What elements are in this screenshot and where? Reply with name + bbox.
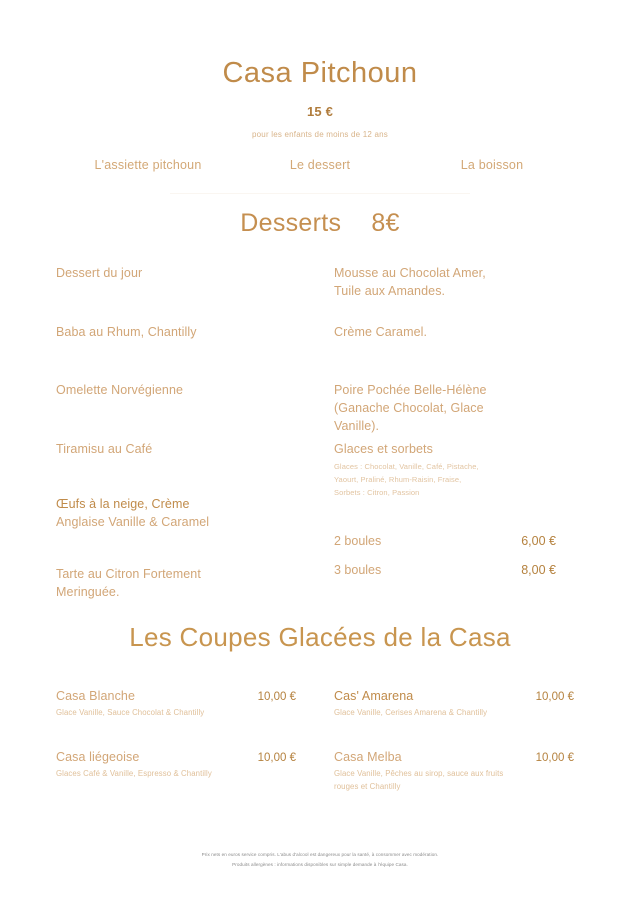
coupe-item — [56, 689, 296, 720]
dessert-item: Mousse au Chocolat Amer, Tuile aux Amandes. — [334, 265, 486, 299]
boules-row — [334, 534, 556, 548]
coupe-price: 10,00 € — [535, 752, 574, 764]
desserts-heading-label: Desserts — [240, 208, 342, 237]
dessert-item: Dessert du jour — [56, 265, 143, 280]
flavors-line: Yaourt, Praliné, Rhum-Raisin, Fraise, — [334, 474, 462, 484]
coupe-description: Glaces Café & Vanille, Espresso & Chantilly — [56, 769, 212, 778]
dessert-item: Tiramisu au Café — [56, 441, 153, 456]
footer-line-2: Produits allergènes : informations disponibles sur simple demande à l'équipe Casa. — [232, 861, 408, 867]
coupe-price: 10,00 € — [257, 691, 296, 703]
boules-price: 6,00 € — [521, 533, 556, 548]
coupe-price: 10,00 € — [257, 752, 296, 764]
dessert-item-sub: Anglaise Vanille & Caramel — [56, 515, 210, 530]
coupes-grid — [0, 689, 640, 819]
desserts-section — [0, 264, 640, 604]
dessert-item: Glaces et sorbets — [334, 441, 433, 456]
coupe-head — [56, 750, 296, 764]
desserts-heading — [0, 209, 640, 238]
formula-item-dessert: Le dessert — [289, 157, 351, 172]
coupe-name: Cas' Amarena — [334, 689, 414, 703]
formula-row — [0, 158, 640, 172]
flavors-line: Sorbets : Citron, Passion — [334, 487, 420, 497]
dessert-item — [56, 495, 291, 531]
formula-price: 15 € — [306, 103, 334, 119]
coupe-description: Glace Vanille, Cerises Amarena & Chantilly — [334, 708, 488, 717]
footer-line-1: Prix nets en euros service compris. L'abus d'alcool est dangereux pour la santé, à consommer avec modération. — [201, 852, 439, 857]
footer-legal — [0, 850, 640, 870]
coupe-item — [334, 750, 574, 794]
desserts-heading-price: 8€ — [371, 208, 400, 237]
boules-label: 3 boules — [334, 562, 382, 577]
coupe-name: Casa liégeoise — [56, 750, 140, 764]
coupe-description: Glace Vanille, Sauce Chocolat & Chantilly — [56, 708, 205, 717]
formula-item-boisson: La boisson — [460, 157, 524, 172]
coupe-item — [56, 750, 296, 781]
coupes-heading: Les Coupes Glacées de la Casa — [129, 622, 511, 652]
dessert-item: Baba au Rhum, Chantilly — [56, 324, 197, 339]
coupe-head — [56, 689, 296, 703]
formula-item-assiette: L'assiette pitchoun — [94, 157, 202, 172]
formula-note: pour les enfants de moins de 12 ans — [252, 129, 388, 139]
dessert-item: Crème Caramel. — [334, 324, 428, 339]
coupes-section — [0, 622, 640, 819]
boules-label: 2 boules — [334, 533, 382, 548]
coupe-name: Casa Blanche — [56, 689, 136, 703]
coupe-description: Glace Vanille, Pêches au sirop, sauce aux fruits rouges et Chantilly — [334, 769, 504, 791]
header-divider — [170, 193, 470, 194]
restaurant-title: Casa Pitchoun — [222, 57, 418, 89]
boules-row — [334, 563, 556, 577]
dessert-item: Tarte au Citron Fortement Meringuée. — [56, 566, 201, 600]
dessert-item-name: Œufs à la neige, Crème — [56, 496, 190, 511]
dessert-item: Omelette Norvégienne — [56, 382, 184, 397]
coupe-price: 10,00 € — [535, 691, 574, 703]
dessert-item: Poire Pochée Belle-Hélène (Ganache Chocolat, Glace Vanille). — [334, 382, 487, 434]
menu-header — [0, 0, 640, 139]
boules-price: 8,00 € — [521, 562, 556, 577]
coupe-name: Casa Melba — [334, 750, 402, 764]
coupe-head — [334, 689, 574, 703]
coupe-item — [334, 689, 574, 720]
ice-cream-flavors — [334, 461, 524, 500]
coupe-head — [334, 750, 574, 764]
flavors-line: Glaces : Chocolat, Vanille, Café, Pistache, — [334, 461, 479, 471]
